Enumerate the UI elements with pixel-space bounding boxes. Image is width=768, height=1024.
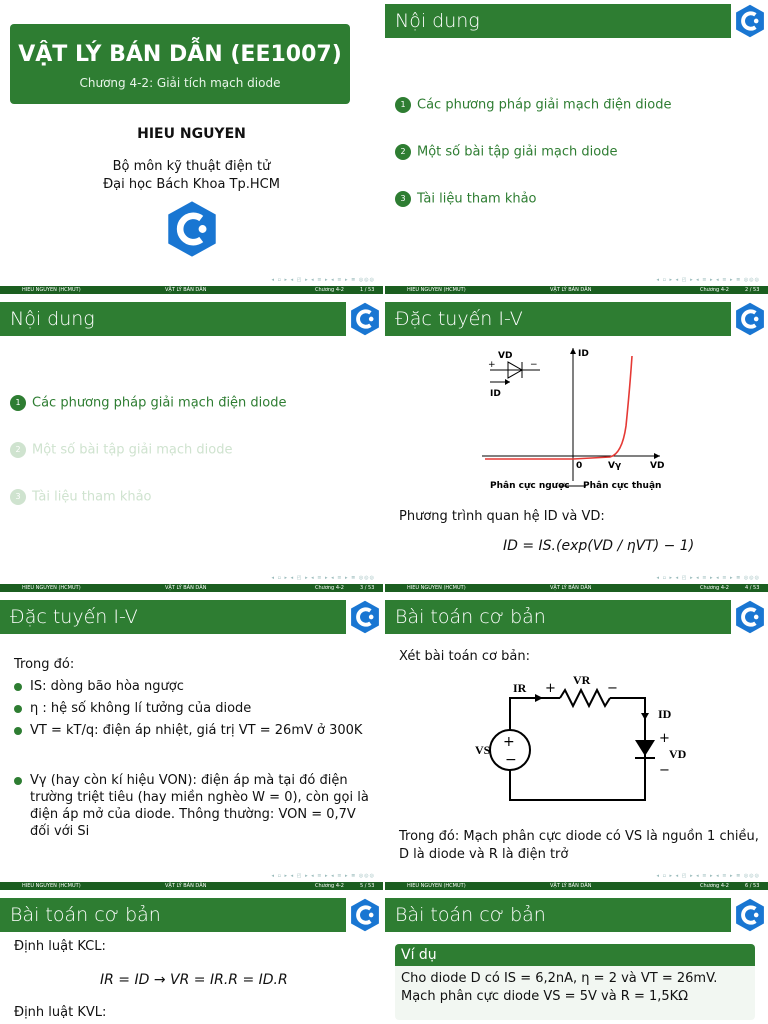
- university-logo-icon: [349, 600, 381, 634]
- footer-page: 3 / 53: [360, 585, 375, 591]
- toc-number: 1: [10, 395, 26, 411]
- slide-footer: [0, 584, 383, 592]
- slide-header: [0, 898, 346, 932]
- chapter-subtitle: Chương 4-2: Giải tích mạch diode: [79, 76, 281, 90]
- slide-footer: [385, 584, 768, 592]
- arrow-icon: [641, 713, 649, 720]
- slide-title-text: Nội dung: [395, 10, 480, 32]
- slide-toc-highlight[interactable]: [0, 298, 383, 592]
- diode-vd-label: VD: [498, 351, 513, 361]
- footer-course: VẬT LÝ BÁN DẪN: [550, 585, 592, 591]
- example-line: Cho diode D có IS = 6,2nA, η = 2 và VT = 26mV.: [401, 971, 718, 986]
- toc-number: 3: [395, 191, 411, 207]
- slide-title-text: Bài toán cơ bản: [10, 904, 161, 926]
- footer-chapter: Chương 4-2: [700, 287, 729, 293]
- university-logo-icon: [734, 898, 766, 932]
- iv-curve-diagram: [480, 346, 670, 496]
- slide-header: [385, 898, 731, 932]
- toc-item[interactable]: [10, 442, 232, 458]
- kcl-equation: IR = ID → VR = IR.R = ID.R: [100, 972, 288, 988]
- example-block-body: [395, 966, 755, 1010]
- footer-page: 4 / 53: [745, 585, 760, 591]
- slide-footer: [385, 882, 768, 890]
- footer-author: HIEU NGUYEN (HCMUT): [407, 585, 466, 591]
- toc-number: 2: [10, 442, 26, 458]
- footer-author: HIEU NGUYEN (HCMUT): [407, 883, 466, 889]
- beamer-nav-icon[interactable]: ◂ ▫ ▸ ◂ ◰ ▸ ◂ ≡ ▸ ◂ ≡ ▸ ≣ ◎◎◎: [271, 873, 375, 879]
- source-minus: −: [505, 752, 517, 768]
- slide-example[interactable]: [385, 894, 768, 1024]
- slide-header: [0, 600, 346, 634]
- kvl-heading: Định luật KVL:: [14, 1005, 107, 1020]
- department: Bộ môn kỹ thuật điện tử: [112, 159, 271, 174]
- footer-author: HIEU NGUYEN (HCMUT): [22, 585, 81, 591]
- circuit-intro: Xét bài toán cơ bản:: [399, 649, 530, 664]
- toc-label: Tài liệu tham khảo: [32, 489, 152, 505]
- forward-bias-label: Phân cực thuận: [583, 481, 662, 491]
- beamer-nav-icon[interactable]: ◂ ▫ ▸ ◂ ◰ ▸ ◂ ≡ ▸ ◂ ≡ ▸ ≣ ◎◎◎: [656, 873, 760, 879]
- slide-title[interactable]: [0, 0, 383, 294]
- slide-iv-definitions[interactable]: [0, 596, 383, 890]
- example-block: [395, 944, 755, 1020]
- footer-course: VẬT LÝ BÁN DẪN: [165, 287, 207, 293]
- toc-number: 1: [395, 97, 411, 113]
- vr-plus: +: [545, 681, 556, 696]
- reverse-bias-label: Phân cực ngược: [490, 481, 570, 491]
- kcl-heading: Định luật KCL:: [14, 939, 106, 954]
- vd-axis-label: VD: [650, 461, 665, 471]
- footer-course: VẬT LÝ BÁN DẪN: [165, 585, 207, 591]
- toc-label: Các phương pháp giải mạch điện diode: [32, 395, 287, 411]
- id-axis-label: ID: [578, 349, 589, 359]
- definition-item: VT = kT/q: điện áp nhiệt, giá trị VT = 26mV ở 300K: [30, 722, 370, 739]
- footer-course: VẬT LÝ BÁN DẪN: [550, 883, 592, 889]
- source-plus: +: [503, 734, 515, 750]
- university: Đại học Bách Khoa Tp.HCM: [103, 177, 280, 192]
- toc-item[interactable]: [395, 97, 672, 113]
- university-logo-icon: [349, 302, 381, 336]
- example-line: Mạch phân cực diode VS = 5V và R = 1,5KΩ: [401, 989, 689, 1004]
- footer-chapter: Chương 4-2: [315, 585, 344, 591]
- university-logo-icon: [734, 4, 766, 38]
- wire: [510, 698, 560, 730]
- slide-toc[interactable]: [385, 0, 768, 294]
- axis-arrow-icon: [654, 453, 660, 459]
- equation-intro: Phương trình quan hệ ID và VD:: [399, 509, 605, 524]
- university-logo-icon: [734, 600, 766, 634]
- toc-item-current[interactable]: [10, 395, 287, 411]
- slide-footer: [0, 882, 383, 890]
- vd-plus: +: [659, 731, 670, 746]
- slide-header: [0, 302, 346, 336]
- institution: [0, 158, 383, 194]
- id-label: ID: [658, 707, 672, 721]
- slide-footer: [385, 286, 768, 294]
- footer-page: 6 / 53: [745, 883, 760, 889]
- diode-equation: ID = IS.(exp(VD / ηVT) − 1): [503, 538, 695, 554]
- slide-footer: [0, 286, 383, 294]
- beamer-nav-icon[interactable]: ◂ ▫ ▸ ◂ ◰ ▸ ◂ ≡ ▸ ◂ ≡ ▸ ≣ ◎◎◎: [656, 277, 760, 283]
- university-logo-icon: [349, 898, 381, 932]
- definition-item: η : hệ số không lí tưởng của diode: [30, 700, 370, 717]
- slide-title-text: Bài toán cơ bản: [395, 904, 546, 926]
- ir-label: IR: [513, 681, 527, 695]
- footer-author: HIEU NGUYEN (HCMUT): [22, 287, 81, 293]
- title-block: [10, 24, 350, 104]
- footer-page: 2 / 53: [745, 287, 760, 293]
- example-block-title: Ví dụ: [395, 944, 755, 966]
- slide-header: [385, 302, 731, 336]
- beamer-nav-icon[interactable]: ◂ ▫ ▸ ◂ ◰ ▸ ◂ ≡ ▸ ◂ ≡ ▸ ≣ ◎◎◎: [271, 575, 375, 581]
- slide-title-text: Đặc tuyến I-V: [395, 308, 523, 330]
- toc-label: Một số bài tập giải mạch diode: [417, 144, 618, 160]
- toc-item[interactable]: [395, 191, 537, 207]
- footer-course: VẬT LÝ BÁN DẪN: [550, 287, 592, 293]
- footer-author: HIEU NGUYEN (HCMUT): [22, 883, 81, 889]
- slide-basic-circuit[interactable]: [385, 596, 768, 890]
- footer-chapter: Chương 4-2: [315, 287, 344, 293]
- diode-plus-label: +: [488, 360, 496, 370]
- beamer-nav-icon[interactable]: ◂ ▫ ▸ ◂ ◰ ▸ ◂ ≡ ▸ ◂ ≡ ▸ ≣ ◎◎◎: [656, 575, 760, 581]
- slide-kcl-kvl[interactable]: [0, 894, 383, 1024]
- slide-title-text: Bài toán cơ bản: [395, 606, 546, 628]
- vr-label: VR: [573, 673, 591, 687]
- footer-course: VẬT LÝ BÁN DẪN: [165, 883, 207, 889]
- iv-curve: [485, 356, 632, 459]
- toc-number: 3: [10, 489, 26, 505]
- definition-item: Vγ (hay còn kí hiệu VON): điện áp mà tại đó điện trường triệt tiêu (hay miền nghèo W = 0), còn gọi là điện áp mở của diode. Thông thường: VON = 0,7V đối với Si: [30, 773, 369, 839]
- diode-icon: [635, 740, 655, 756]
- circuit-caption: Trong đó: Mạch phân cực diode có VS là nguồn 1 chiều, D là diode và R là điện trở: [399, 829, 759, 862]
- university-logo-icon: [165, 200, 219, 258]
- toc-item[interactable]: [10, 489, 152, 505]
- university-logo-icon: [734, 302, 766, 336]
- arrow-icon: [535, 694, 543, 702]
- footer-page: 5 / 53: [360, 883, 375, 889]
- diode-id-label: ID: [490, 389, 501, 399]
- arrow-icon: [505, 379, 510, 385]
- vs-label: VS: [475, 743, 491, 757]
- axis-arrow-icon: [570, 348, 576, 354]
- slide-header: [385, 600, 731, 634]
- footer-page: 1 / 53: [360, 287, 375, 293]
- toc-label: Các phương pháp giải mạch điện diode: [417, 97, 672, 113]
- resistor-icon: [560, 690, 610, 706]
- toc-number: 2: [395, 144, 411, 160]
- author-name: HIEU NGUYEN: [137, 126, 246, 142]
- slide-title-text: Đặc tuyến I-V: [10, 606, 138, 628]
- diode-minus-label: −: [530, 360, 538, 370]
- footer-chapter: Chương 4-2: [315, 883, 344, 889]
- beamer-nav-icon[interactable]: ◂ ▫ ▸ ◂ ◰ ▸ ◂ ≡ ▸ ◂ ≡ ▸ ≣ ◎◎◎: [271, 277, 375, 283]
- slide-iv-curve[interactable]: [385, 298, 768, 592]
- definition-item: IS: dòng bão hòa ngược: [30, 678, 370, 695]
- footer-chapter: Chương 4-2: [700, 585, 729, 591]
- footer-chapter: Chương 4-2: [700, 883, 729, 889]
- toc-label: Tài liệu tham khảo: [417, 191, 537, 207]
- slide-title-text: Nội dung: [10, 308, 95, 330]
- diode-circuit-diagram: [455, 670, 695, 820]
- definitions-intro: Trong đó:: [14, 657, 75, 672]
- vr-minus: −: [607, 681, 618, 696]
- course-title: VẬT LÝ BÁN DẪN (EE1007): [18, 42, 342, 67]
- toc-item[interactable]: [395, 144, 617, 160]
- origin-label: 0: [576, 461, 583, 471]
- footer-author: HIEU NGUYEN (HCMUT): [407, 287, 466, 293]
- toc-label: Một số bài tập giải mạch diode: [32, 442, 233, 458]
- vd-minus: −: [659, 763, 670, 778]
- slide-header: [385, 4, 731, 38]
- vd-label: VD: [669, 747, 687, 761]
- vgamma-label: Vγ: [608, 461, 622, 471]
